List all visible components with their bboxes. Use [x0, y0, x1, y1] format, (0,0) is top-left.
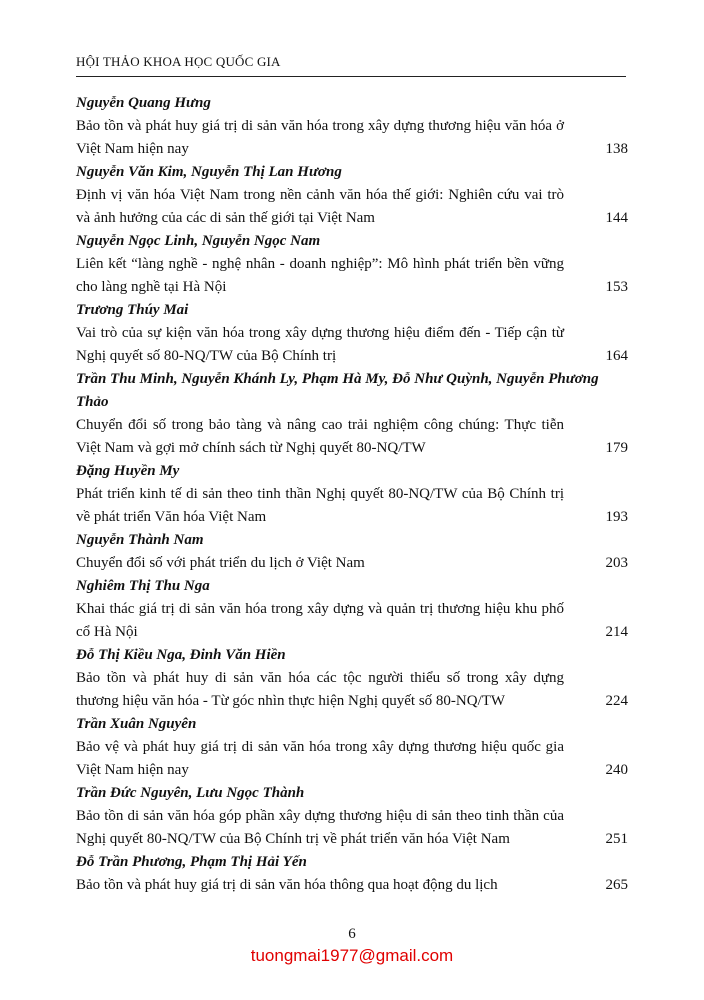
entry-title: Liên kết “làng nghề - nghệ nhân - doanh nghiệp”: Mô hình phát triển bền vững cho làng nghề tại Hà Nội [76, 256, 564, 295]
entry-author: Nguyễn Văn Kim, Nguyễn Thị Lan Hương [76, 164, 342, 180]
entry-title: Định vị văn hóa Việt Nam trong nền cảnh văn hóa thế giới: Nghiên cứu vai trò và ảnh hưởng của các di sản thế giới tại Việt Nam [76, 187, 564, 226]
entry-page-number: 251 [605, 831, 628, 847]
entry-page-number: 224 [605, 693, 628, 709]
entry-page-number: 203 [605, 555, 628, 571]
toc-entry [76, 161, 628, 230]
running-header: HỘI THẢO KHOA HỌC QUỐC GIA [76, 54, 626, 77]
entry-author: Đặng Huyền My [76, 463, 180, 479]
toc-entry [76, 299, 628, 368]
entry-title: Bảo vệ và phát huy giá trị di sản văn hóa trong xây dựng thương hiệu quốc gia Việt Nam hiện nay [76, 739, 564, 778]
entry-author: Nghiêm Thị Thu Nga [76, 578, 210, 594]
entry-author: Đỗ Trần Phương, Phạm Thị Hải Yến [76, 854, 307, 870]
entry-author: Nguyễn Ngọc Linh, Nguyễn Ngọc Nam [76, 233, 321, 249]
toc-entry [76, 782, 628, 851]
entry-page-number: 138 [605, 141, 628, 157]
entry-author: Trương Thúy Mai [76, 302, 189, 318]
entry-page-number: 179 [605, 440, 628, 456]
toc-entry [76, 92, 628, 161]
toc-entry [76, 644, 628, 713]
toc-entry [76, 230, 628, 299]
entry-page-number: 144 [605, 210, 628, 226]
entry-page-number: 214 [605, 624, 628, 640]
toc-entry [76, 851, 628, 897]
entry-title: Bảo tồn di sản văn hóa góp phần xây dựng thương hiệu di sản theo tinh thần của Nghị quyết 80-NQ/TW của Bộ Chính trị về phát triển văn hóa Việt Nam [76, 808, 564, 847]
entry-author: Nguyễn Quang Hưng [76, 95, 211, 111]
entry-page-number: 193 [605, 509, 628, 525]
toc-entry [76, 368, 628, 460]
entry-title: Vai trò của sự kiện văn hóa trong xây dựng thương hiệu điểm đến - Tiếp cận từ Nghị quyết số 80-NQ/TW của Bộ Chính trị [76, 325, 564, 364]
entry-author: Trần Xuân Nguyên [76, 716, 197, 732]
entry-page-number: 240 [605, 762, 628, 778]
entry-title: Chuyển đổi số trong bảo tàng và nâng cao trải nghiệm công chúng: Thực tiễn Việt Nam và gợi mở chính sách từ Nghị quyết 80-NQ/TW [76, 417, 564, 456]
entry-title: Bảo tồn và phát huy giá trị di sản văn hóa thông qua hoạt động du lịch [76, 877, 498, 893]
entry-page-number: 164 [605, 348, 628, 364]
entry-title: Chuyển đổi số với phát triển du lịch ở Việt Nam [76, 555, 365, 571]
entry-page-number: 265 [605, 877, 628, 893]
entry-page-number: 153 [605, 279, 628, 295]
entry-title: Bảo tồn và phát huy di sản văn hóa các tộc người thiểu số trong xây dựng thương hiệu văn hóa - Từ góc nhìn thực hiện Nghị quyết số 80-NQ/TW [76, 670, 564, 709]
entry-author: Trần Thu Minh, Nguyễn Khánh Ly, Phạm Hà My, Đỗ Như Quỳnh, Nguyễn Phương Thảo [76, 371, 599, 410]
entry-title: Bảo tồn và phát huy giá trị di sản văn hóa trong xây dựng thương hiệu văn hóa ở Việt Nam hiện nay [76, 118, 564, 157]
entry-title: Khai thác giá trị di sản văn hóa trong xây dựng và quản trị thương hiệu khu phố cổ Hà Nội [76, 601, 564, 640]
entry-author: Đỗ Thị Kiều Nga, Đinh Văn Hiền [76, 647, 286, 663]
toc-entry [76, 713, 628, 782]
toc-entry [76, 460, 628, 529]
entry-title: Phát triển kinh tế di sản theo tinh thần Nghị quyết 80-NQ/TW của Bộ Chính trị về phát triển Văn hóa Việt Nam [76, 486, 564, 525]
entry-author: Nguyễn Thành Nam [76, 532, 204, 548]
toc-entry [76, 575, 628, 644]
toc-entry [76, 529, 628, 575]
entry-author: Trần Đức Nguyên, Lưu Ngọc Thành [76, 785, 305, 801]
table-of-contents [76, 92, 628, 897]
email-watermark: tuongmai1977@gmail.com [250, 946, 454, 965]
page-number: 6 [348, 926, 356, 942]
